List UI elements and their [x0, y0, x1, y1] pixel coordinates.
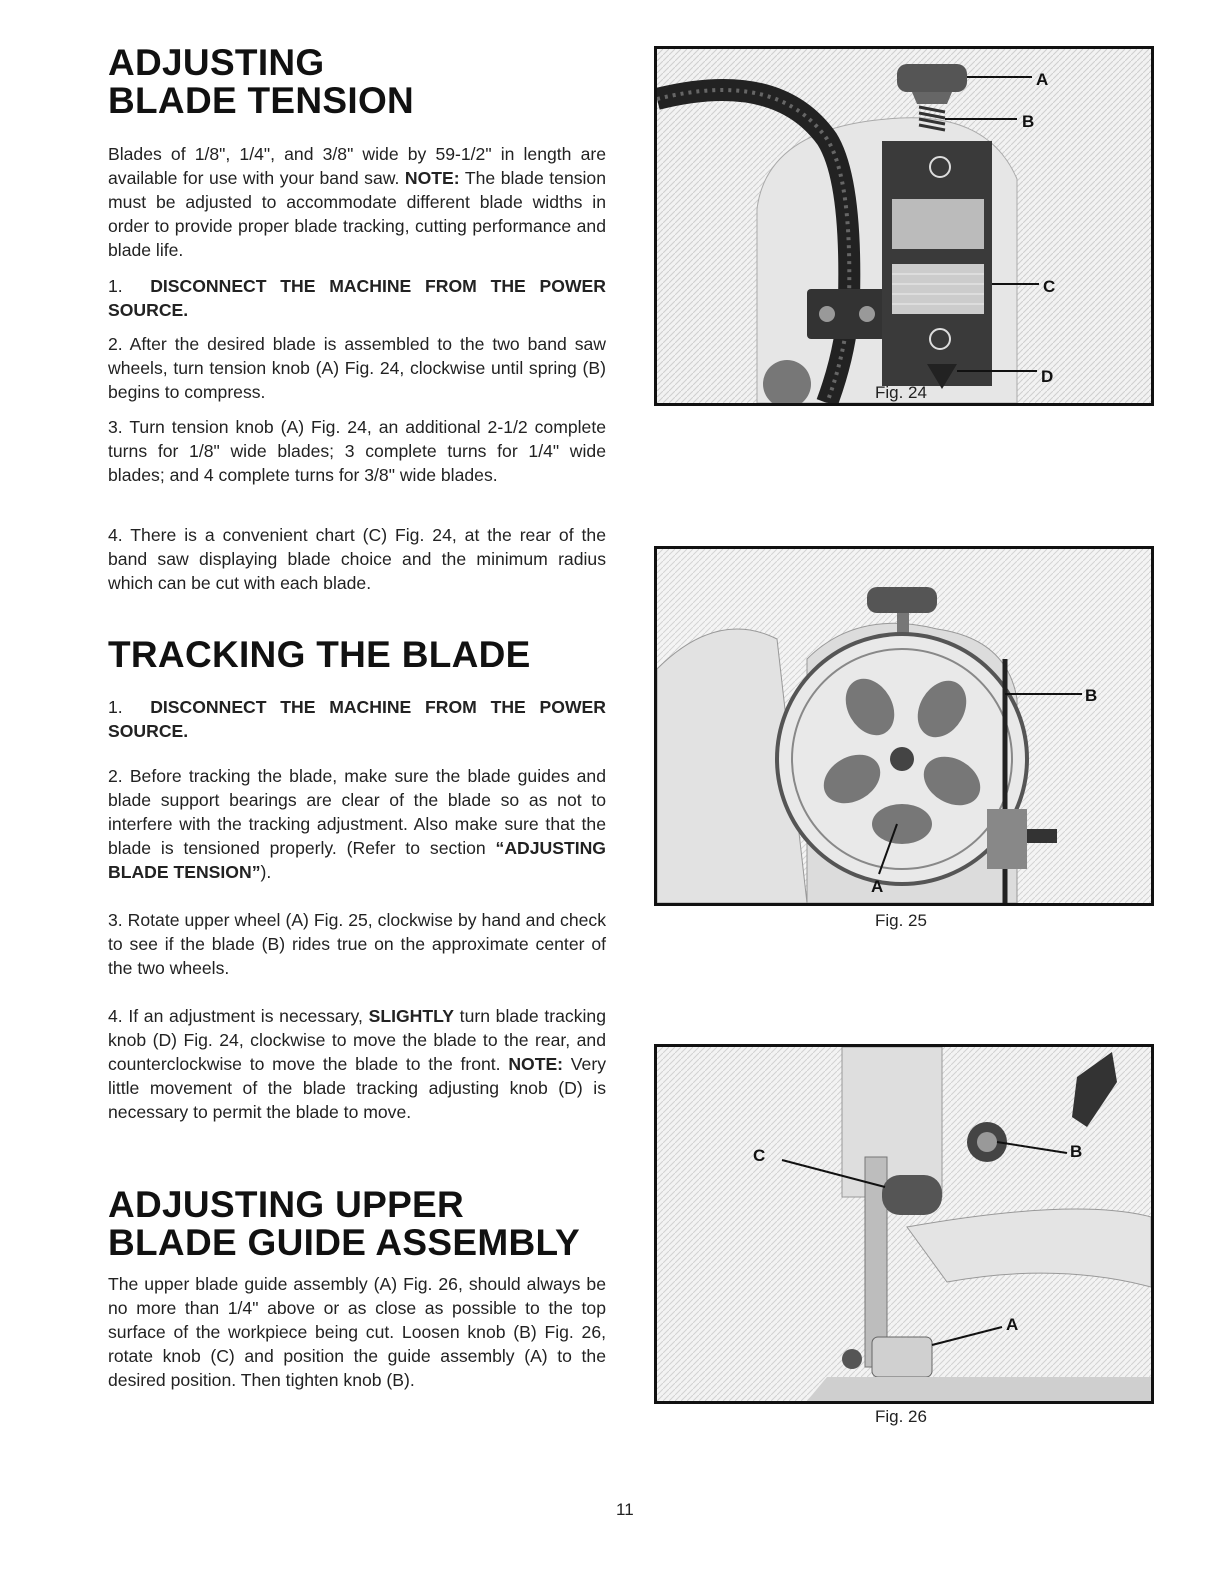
tension-step-1-warning: DISCONNECT THE MACHINE FROM THE POWER SOURCE.	[108, 276, 606, 320]
fig26-label-a: A	[1006, 1315, 1019, 1334]
heading-tracking-the-blade: TRACKING THE BLADE	[108, 634, 531, 675]
tracking-step-2-reference: “ADJUSTING BLADE TENSION”	[108, 838, 606, 882]
figure-25-illustration	[657, 549, 1151, 903]
figure-26-illustration	[657, 1047, 1151, 1401]
tracking-step-4	[108, 1004, 606, 1124]
fig26-label-c: C	[753, 1146, 766, 1165]
tension-step-1	[108, 274, 606, 322]
figure-25-caption: Fig. 25	[875, 911, 927, 930]
tracking-step-2	[108, 764, 606, 884]
tension-intro-text-2: The blade tension must be adjusted to accommodate different blade widths in order to provide proper blade tracking, cutting performance and blade life.	[108, 168, 607, 260]
fig24-label-c: C	[1043, 277, 1056, 296]
tracking-step-4-text-3: Very little movement of the blade tracking adjusting knob (D) is necessary to permit the blade to move.	[108, 1054, 606, 1122]
tension-intro-text: Blades of 1/8", 1/4", and 3/8" wide by 59-1/2" in length are available for use with your band saw.	[108, 144, 606, 188]
fig24-label-a: A	[1036, 70, 1049, 89]
figure-24-illustration	[657, 49, 1151, 403]
tracking-step-2-text: 2. Before tracking the blade, make sure the blade guides and blade support bearings are clear of the blade so as not to interfere with the tracking adjustment. Also make sure that the blade is tensioned properly. (Refer to section	[108, 766, 606, 858]
tracking-step-2-end: ).	[260, 862, 272, 882]
heading-adjusting-blade-tension: ADJUSTING BLADE TENSION	[108, 42, 415, 121]
guide-body: The upper blade guide assembly (A) Fig. 26, should always be no more than 1/4" above or as close as possible to the top surface of the workpiece being cut. Loosen knob (B) Fig. 26, rotate knob (C) and position the guide assembly (A) to the desired position. Then tighten knob (B).	[108, 1274, 606, 1390]
figure-25-photo	[654, 546, 1154, 906]
tension-step-4: 4. There is a convenient chart (C) Fig. 24, at the rear of the band saw displaying blade choice and the minimum radius which can be cut with each blade.	[108, 525, 606, 593]
figure-24-caption: Fig. 24	[875, 383, 927, 402]
fig24-label-d: D	[1041, 367, 1054, 386]
page-number: 11	[616, 1500, 634, 1519]
figure-26-photo	[654, 1044, 1154, 1404]
tracking-step-1-number: 1.	[108, 697, 123, 717]
tension-step-3: 3. Turn tension knob (A) Fig. 24, an additional 2-1/2 complete turns for 1/8" wide blades; 3 complete turns for 1/4" wide blades; and 4 complete turns for 3/8" wide blades.	[108, 417, 606, 485]
figure-24-photo	[654, 46, 1154, 406]
tension-intro-note: NOTE:	[404, 168, 460, 188]
fig25-label-b: B	[1085, 686, 1098, 705]
tracking-step-4-text-2: turn blade tracking knob (D) Fig. 24, clockwise to move the blade to the rear, and counterclockwise to move the blade to the front.	[108, 1006, 606, 1074]
tracking-step-4-slightly: SLIGHTLY	[368, 1006, 454, 1026]
tension-step-1-number: 1.	[108, 276, 123, 296]
tracking-step-4-note: NOTE:	[508, 1054, 564, 1074]
tracking-step-1	[108, 695, 606, 743]
fig25-label-a: A	[871, 877, 884, 896]
tracking-step-4-text: 4. If an adjustment is necessary,	[108, 1006, 369, 1026]
tracking-step-3: 3. Rotate upper wheel (A) Fig. 25, clockwise by hand and check to see if the blade (B) rides true on the approximate center of the two wheels.	[108, 910, 606, 978]
tracking-step-1-warning: DISCONNECT THE MACHINE FROM THE POWER SOURCE.	[108, 697, 606, 741]
tension-step-2: 2. After the desired blade is assembled to the two band saw wheels, turn tension knob (A) Fig. 24, clockwise until spring (B) begins to compress.	[108, 334, 606, 402]
fig26-label-b: B	[1070, 1142, 1083, 1161]
figure-26-caption: Fig. 26	[875, 1407, 927, 1426]
fig24-label-b: B	[1022, 112, 1035, 131]
tension-intro	[108, 142, 606, 262]
heading-adjusting-upper-blade-guide: ADJUSTING UPPER BLADE GUIDE ASSEMBLY	[108, 1184, 580, 1263]
